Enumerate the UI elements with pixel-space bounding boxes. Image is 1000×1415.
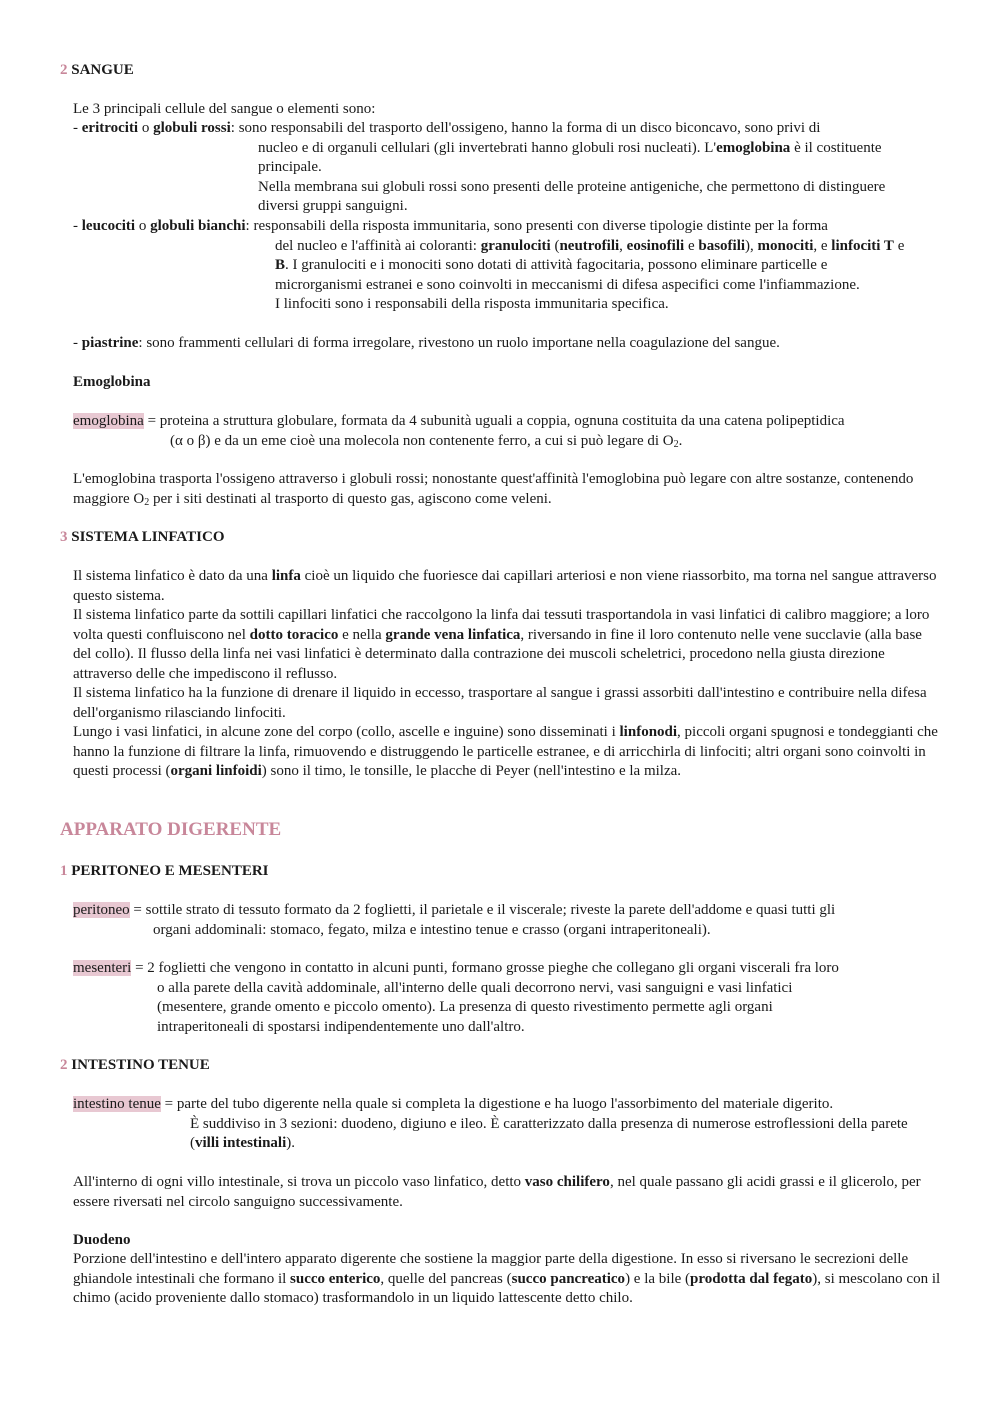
text: ,	[619, 237, 627, 254]
term-linfonodi: linfonodi	[619, 724, 678, 740]
paragraph	[73, 606, 943, 684]
text: Porzione dell'intestino e dell'intero apparato digerente che sostiene la maggior parte della digestione. In esso si riversano le secrezioni delle ghiandole intestinali che formano il	[73, 1251, 909, 1287]
connector: o	[135, 218, 151, 234]
section-title: PERITONEO E MESENTERI	[71, 863, 269, 879]
term-piastrine: piastrine	[81, 335, 139, 351]
term-dotto-toracico: dotto toracico	[249, 626, 339, 643]
definition-line: responsabili della risposta immunitaria, sono presenti con diverse tipologie distinte per la forma	[253, 218, 828, 234]
connector: o	[138, 120, 154, 136]
text: nucleo e di organuli cellulari (gli invertebrati hanno globuli rosi nucleati). L'	[258, 139, 717, 156]
subheading-duodeno: Duodeno	[73, 1232, 131, 1248]
term-globuli-rossi: globuli rossi	[153, 120, 231, 136]
definition-mesenteri	[73, 959, 953, 1037]
text: Il sistema linfatico parte da sottili capillari linfatici che raccolgono la linfa dai tessuti trasportandola in vasi linfatici di calibro maggiore; a loro volta questi confluiscono nel	[73, 607, 930, 643]
text: ) e la bile (	[625, 1270, 691, 1287]
term-vaso-chilifero: vaso chilifero	[524, 1174, 610, 1190]
text: ).	[286, 1135, 296, 1151]
list-item-eritrociti	[73, 119, 943, 217]
text: per i siti destinati al trasporto di questo gas, agiscono come veleni.	[149, 490, 552, 507]
list-item-leucociti	[73, 217, 943, 315]
equals: =	[143, 413, 160, 429]
text: . I granulociti e i monociti sono dotati di attività fagocitaria, possono eliminare particelle e microrganismi estranei e sono coinvolti in meccanismi di difesa aspecifici come l'infiammazione.	[275, 257, 860, 293]
definition-line: 2 foglietti che vengono in contatto in alcuni punti, formano grosse pieghe che collegano gli organi viscerali fra loro	[147, 960, 839, 976]
definition-continued	[73, 237, 915, 315]
term-grande-vena-linfatica: grande vena linfatica	[385, 626, 521, 643]
term-neutrofili: neutrofili	[559, 237, 620, 254]
equals: =	[160, 1096, 177, 1112]
term-basofili: basofili	[698, 237, 746, 254]
term-eritrociti: eritrociti	[81, 120, 139, 136]
intro-paragraph: Le 3 principali cellule del sangue o elementi sono:	[73, 101, 376, 117]
colon: :	[230, 120, 239, 136]
term-granulociti: granulociti	[480, 237, 551, 254]
equals: =	[131, 960, 148, 976]
term-linfociti-b: B	[275, 257, 286, 273]
term-globuli-bianchi: globuli bianchi	[150, 218, 246, 234]
dash: -	[73, 335, 82, 351]
subheading-emoglobina: Emoglobina	[73, 374, 151, 390]
text: , riversando in fine il loro contenuto nelle vene succlavie (alla base del collo). Il flusso della linfa nei vasi linfatici è determinato dalla contrazione dei muscoli scheletrici, procedono nella giusta direzione attraverso delle che impediscono il reflusso.	[73, 626, 922, 682]
paragraph: Il sistema linfatico ha la funzione di drenare il liquido in eccesso, trasportare al sangue i grassi assorbiti dall'intestino e contribuire nella difesa dell'organismo rilasciando linfociti.	[73, 685, 927, 721]
text: (	[550, 237, 560, 254]
text: Il sistema linfatico è dato da una	[73, 568, 272, 584]
text: (α o β) e da un eme cioè una molecola non contenente ferro, a cui si può legare di O	[170, 432, 674, 449]
definition-continued: organi addominali: stomaco, fegato, milza e intestino tenue e crasso (organi intraperitoneali).	[153, 921, 711, 938]
text: è il costituente principale.	[258, 139, 882, 175]
text: , e	[813, 237, 832, 254]
section-number: 1	[60, 863, 68, 879]
paragraph	[73, 723, 943, 782]
highlighted-term: intestino tenue	[73, 1096, 161, 1112]
section-body-linfatico	[73, 567, 943, 782]
section-number: 2	[60, 1057, 68, 1073]
text: ),	[745, 237, 758, 254]
term-succo-enterico: succo enterico	[290, 1270, 381, 1287]
definition-continued	[73, 432, 953, 452]
term-monociti: monociti	[757, 237, 814, 254]
term-villi-intestinali: villi intestinali	[195, 1135, 287, 1151]
definition-emoglobina	[73, 412, 953, 451]
definition-line: parte del tubo digerente nella quale si completa la digestione e ha luogo l'assorbimento del materiale digerito.	[176, 1096, 834, 1112]
subscript: 2	[673, 438, 679, 450]
text: e	[684, 237, 699, 254]
text: e nella	[338, 626, 386, 643]
highlighted-term: peritoneo	[73, 902, 130, 918]
subscript: 2	[144, 496, 150, 508]
text: ) sono il timo, le tonsille, le placche di Peyer (nell'intestino e la milza.	[261, 763, 682, 779]
term-eosinofili: eosinofili	[626, 237, 685, 254]
paragraph	[73, 567, 943, 606]
text: , nel quale passano gli acidi grassi e il glicerolo, per essere riversati nel circolo sanguigno successivamente.	[73, 1174, 921, 1210]
text: All'interno di ogni villo intestinale, si trova un piccolo vaso linfatico, detto	[73, 1174, 525, 1190]
list-item-line	[73, 217, 943, 237]
text: , quelle del pancreas (	[380, 1270, 512, 1287]
text: È suddiviso in 3 sezioni: duodeno, digiuno e ileo. È caratterizzato dalla presenza di numerose estroflessioni della parete (	[190, 1115, 908, 1151]
term-linfa: linfa	[271, 568, 301, 584]
term-emoglobina: emoglobina	[716, 139, 791, 156]
text: .	[678, 432, 683, 449]
section-heading-peritoneo	[60, 862, 269, 882]
list-item-line	[73, 119, 943, 139]
section-title: SISTEMA LINFATICO	[71, 529, 225, 545]
definition-paragraph: Nella membrana sui globuli rossi sono presenti delle proteine antigeniche, che permettono di distinguere diversi gruppi sanguigni.	[258, 178, 886, 214]
section-heading-sangue	[60, 61, 134, 81]
definition-line: proteina a struttura globulare, formata da 4 subunità uguali a coppia, ognuna costituita da una catena polipeptidica	[159, 413, 845, 429]
text: Lungo i vasi linfatici, in alcune zone del corpo (collo, ascelle e inguine) sono disseminati i	[73, 724, 620, 740]
definition-peritoneo	[73, 901, 953, 940]
definition-line: sono frammenti cellulari di forma irregolare, rivestono un ruolo importane nella coagulazione del sangue.	[146, 335, 780, 351]
text: cioè un liquido che fuoriesce dai capillari arteriosi e non viene riassorbito, ma torna nel sangue attraverso questo sistema.	[73, 568, 937, 604]
text: L'emoglobina trasporta l'ossigeno attraverso i globuli rossi; nonostante quest'affinità l'emoglobina può legare con altre sostanze, contenendo maggiore O	[73, 471, 914, 507]
dash: -	[73, 218, 82, 234]
term-succo-pancreatico: succo pancreatico	[511, 1270, 626, 1287]
text: ), si mescolano con il chimo (acido proveniente dallo stomaco) trasformandolo in un liquido lattescente detto chilo.	[73, 1270, 941, 1306]
highlighted-term: mesenteri	[73, 960, 132, 976]
paragraph-emoglobina	[73, 470, 943, 509]
paragraph-villo	[73, 1173, 943, 1212]
term-leucociti: leucociti	[81, 218, 136, 234]
section-title: SANGUE	[71, 62, 134, 78]
section-title: INTESTINO TENUE	[71, 1057, 210, 1073]
definition-intestino-tenue	[73, 1095, 953, 1154]
definition-continued: o alla parete della cavità addominale, all'interno delle quali decorrono nervi, vasi sanguigni e vasi linfatici (mesentere, grande omento e piccolo omento). La presenza di questo rivestimento permette agli organi intraperitoneali di spostarsi indipendentemente uno dall'altro.	[157, 979, 793, 1035]
text: e	[893, 237, 905, 254]
term-organi-linfoidi: organi linfoidi	[170, 763, 262, 779]
term-prodotta-dal-fegato: prodotta dal fegato	[690, 1270, 813, 1287]
definition-paragraph: I linfociti sono i responsabili della risposta immunitaria specifica.	[275, 296, 669, 312]
section-heading-sistema-linfatico	[60, 528, 224, 548]
equals: =	[129, 902, 146, 918]
definition-line: sottile strato di tessuto formato da 2 foglietti, il parietale e il viscerale; riveste la parete dell'addome e quasi tutti gli	[145, 902, 836, 918]
section-number: 3	[60, 529, 68, 545]
definition-line: sono responsabili del trasporto dell'ossigeno, hanno la forma di un disco biconcavo, sono privi di	[238, 120, 821, 136]
definition-continued	[73, 1115, 920, 1154]
highlighted-term: emoglobina	[73, 413, 144, 429]
text: , piccoli organi spugnosi e tondeggianti che hanno la funzione di filtrare la linfa, rimuovendo e distruggendo le particelle estranee, e di arricchirla di linfociti; altri organi sono coinvolti in questi processi (	[73, 724, 938, 779]
section-number: 2	[60, 62, 68, 78]
section-heading-intestino-tenue	[60, 1056, 210, 1076]
term-linfociti-t: linfociti T	[831, 237, 894, 254]
paragraph-duodeno	[73, 1250, 943, 1309]
text: del nucleo e l'affinità ai coloranti:	[275, 237, 481, 254]
colon: :	[245, 218, 254, 234]
list-item-piastrine	[73, 334, 953, 354]
definition-continued	[73, 139, 886, 217]
chapter-title: APPARATO DIGERENTE	[60, 819, 282, 840]
colon: :	[138, 335, 147, 351]
dash: -	[73, 120, 82, 136]
